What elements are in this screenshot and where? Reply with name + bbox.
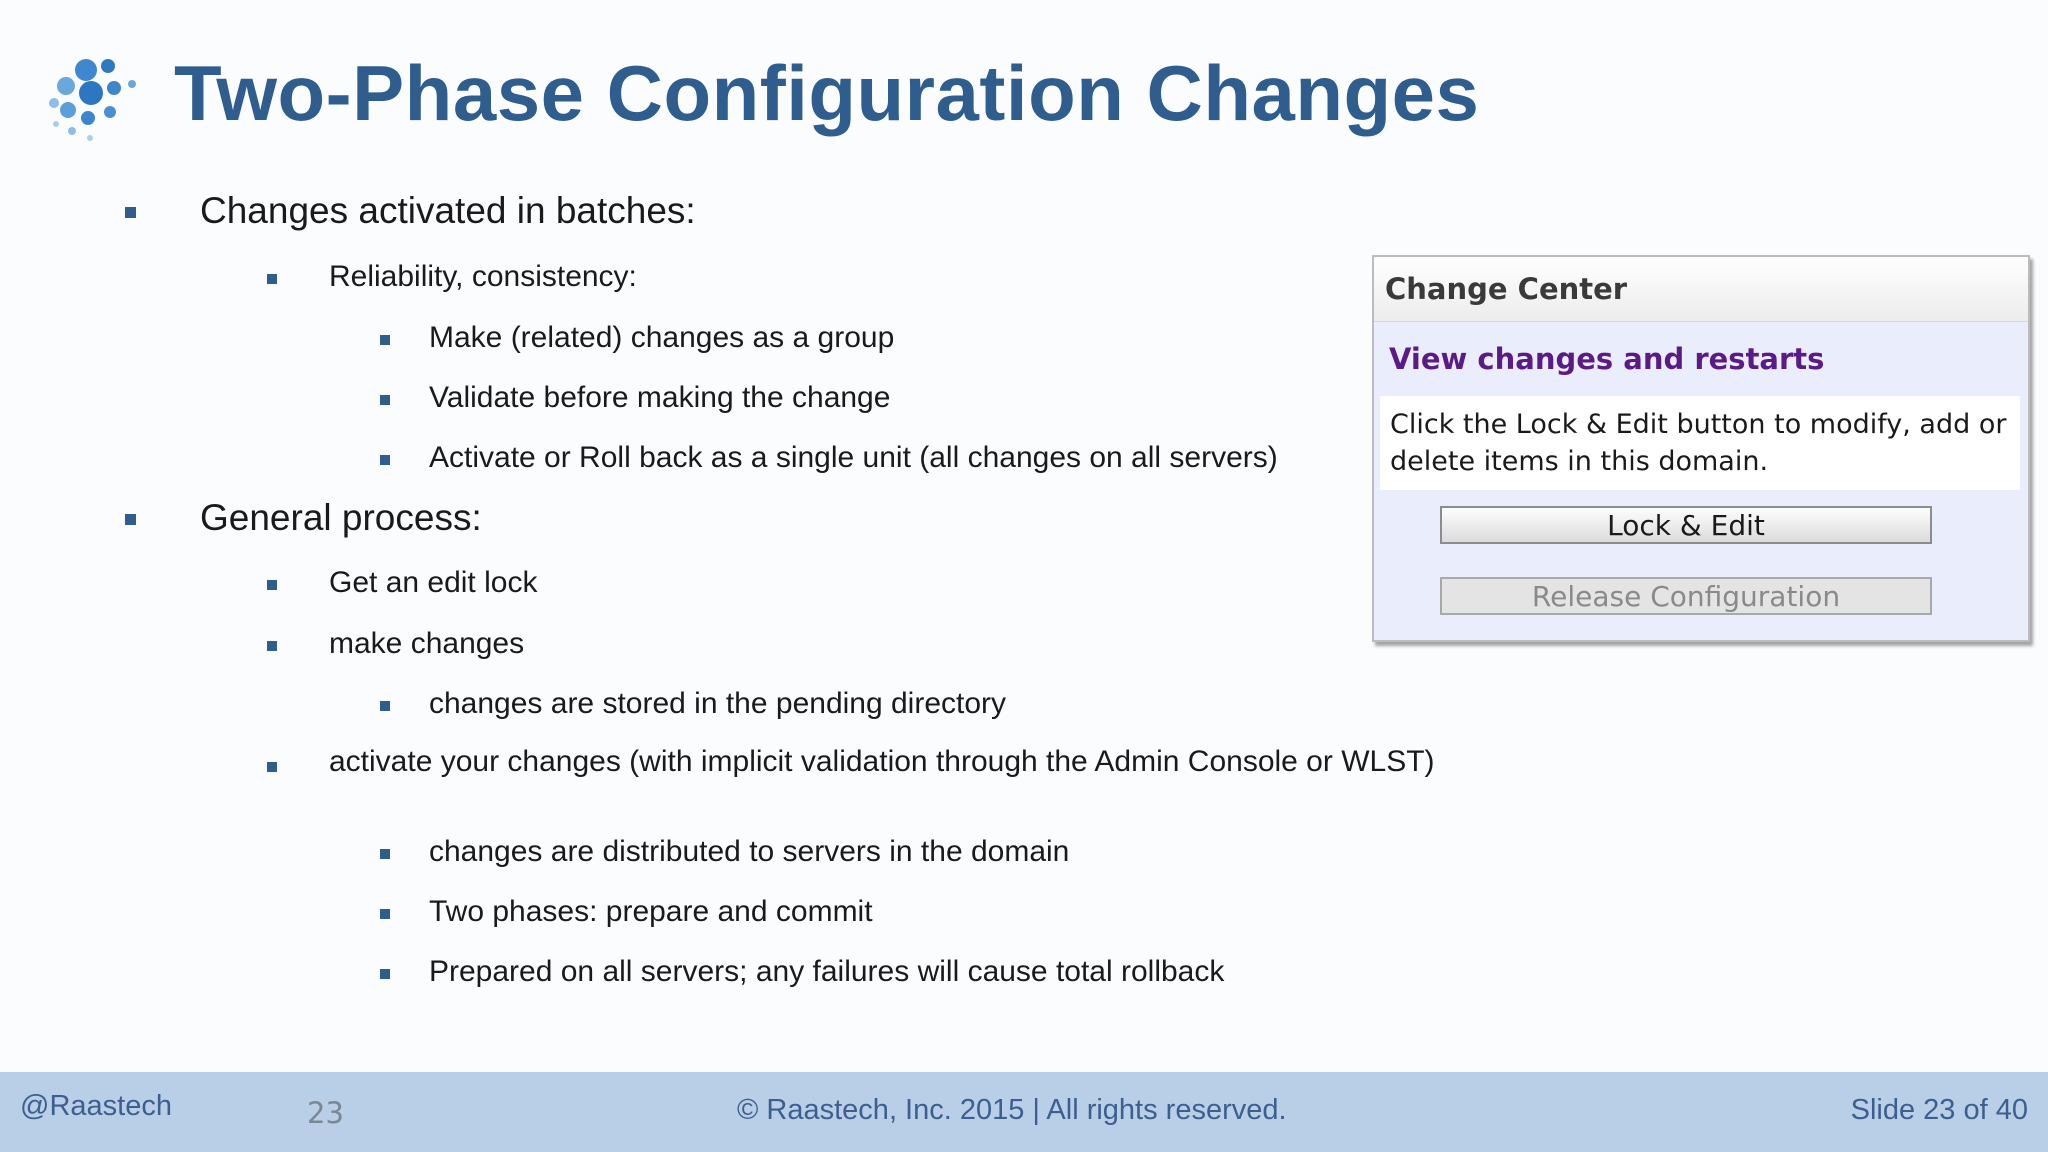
bullet-square-icon [380,909,390,919]
bullet-text: Prepared on all servers; any failures will cause total rollback [429,955,1225,988]
bullet-text: Get an edit lock [329,566,538,599]
bullet-text: Activate or Roll back as a single unit (all changes on all servers) [429,441,1278,474]
bullet-item [429,895,873,929]
slide-footer [0,1072,2048,1152]
bullet-item [329,260,637,294]
bullet-item [200,497,482,539]
bullet-item [329,627,524,661]
footer-page-number: 23 [307,1096,344,1130]
footer-copyright: © Raastech, Inc. 2015 | All rights reserved. [737,1094,1287,1126]
bullet-square-icon [380,969,390,979]
bullet-item [329,745,1449,778]
change-center-panel [1372,255,2030,642]
bullet-item [329,566,537,600]
bullet-item [429,321,894,355]
bullet-text: General process: [200,497,482,538]
bullet-text: changes are distributed to servers in the domain [429,835,1070,868]
bullet-text: changes are stored in the pending directory [429,687,1007,720]
release-configuration-button[interactable]: Release Configuration [1440,577,1932,615]
bullet-item [429,835,1069,869]
bullet-text: make changes [329,627,525,660]
bullet-square-icon [380,335,390,345]
footer-slide-counter: Slide 23 of 40 [1850,1094,2028,1126]
bullet-item [429,441,1278,475]
footer-handle: @Raastech [20,1090,172,1122]
bullet-square-icon [267,762,277,772]
lock-edit-button[interactable]: Lock & Edit [1440,506,1932,544]
bullet-item [429,955,1224,989]
bullet-square-icon [380,701,390,711]
bullet-square-icon [125,207,136,218]
bullet-text: activate your changes (with implicit validation through the Admin Console or WLST) [329,745,1435,778]
bullet-square-icon [380,455,390,465]
bullet-item [429,687,1006,721]
bullet-square-icon [267,274,277,284]
bullet-text: Make (related) changes as a group [429,321,895,354]
bullet-text: Two phases: prepare and commit [429,895,873,928]
bullet-item [200,190,696,232]
bullet-square-icon [380,849,390,859]
change-center-message: Click the Lock & Edit button to modify, add or delete items in this domain. [1380,396,2020,490]
bullet-square-icon [267,580,277,590]
bullet-item [429,381,890,415]
bullet-square-icon [125,514,136,525]
bullet-square-icon [267,641,277,651]
change-center-header: Change Center [1374,257,2028,322]
view-changes-link[interactable]: View changes and restarts [1389,342,1825,376]
bullet-text: Validate before making the change [429,381,891,414]
bullet-square-icon [380,395,390,405]
bullet-text: Changes activated in batches: [200,190,696,231]
bullet-text: Reliability, consistency: [329,260,637,293]
slide-title: Two-Phase Configuration Changes [174,49,1480,137]
